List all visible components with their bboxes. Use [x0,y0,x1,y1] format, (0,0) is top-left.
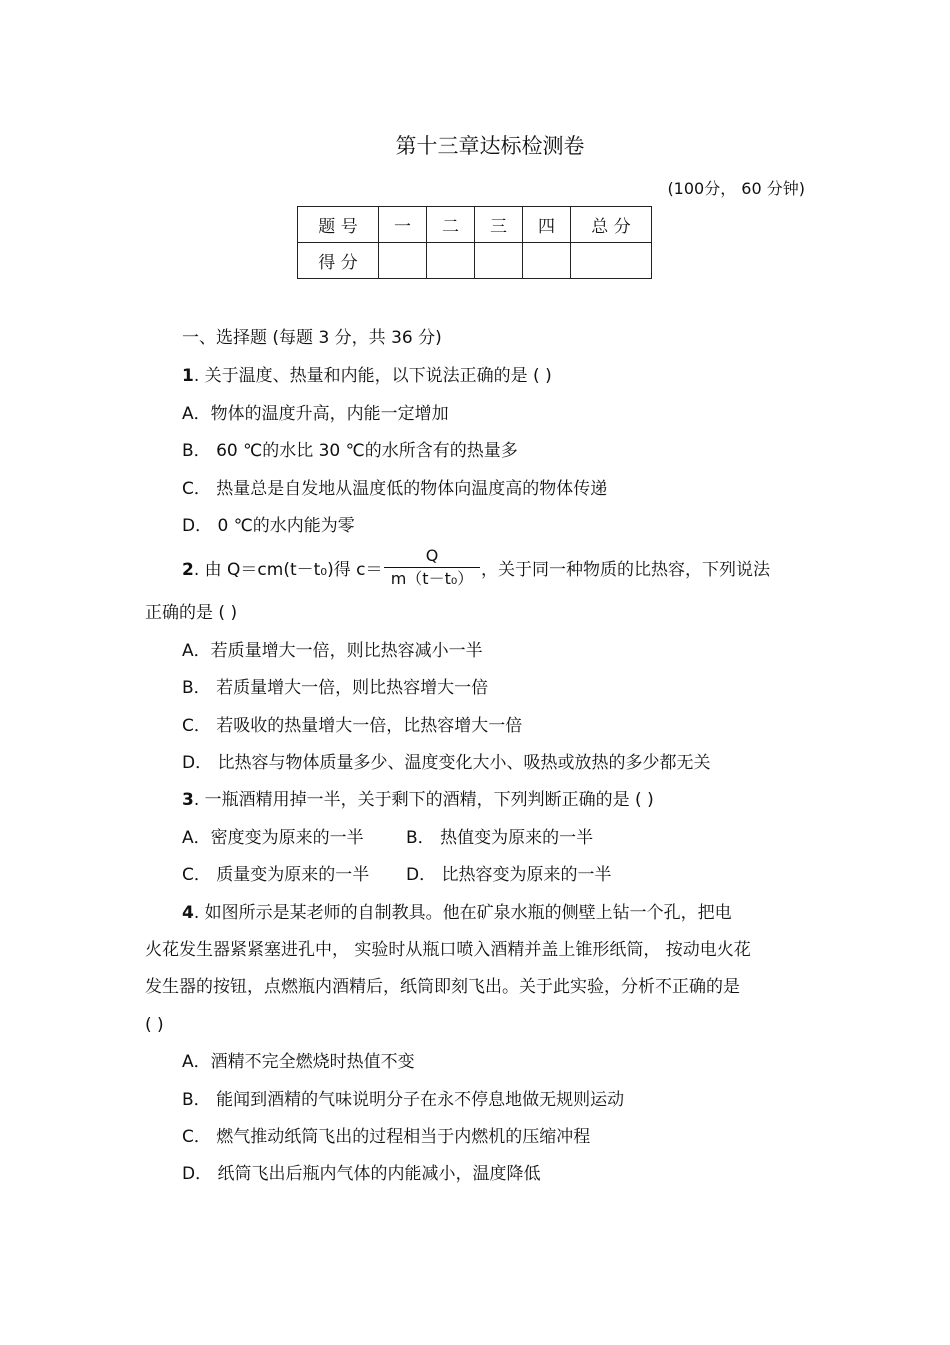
q3-option-a: A．密度变为原来的一半 [182,828,364,848]
q2-option-c: C． 若吸收的热量增大一倍，比热容增大一倍 [182,716,523,736]
question-number: 2 [182,560,194,580]
score-table-score-row [298,243,652,279]
q2-option-d: D． 比热容与物体质量多少、温度变化大小、吸热或放热的多少都无关 [182,753,711,773]
question-stem-part-2: ，关于同一种物质的比热容，下列说法 [481,560,770,580]
score-cell-3 [475,243,523,279]
question-stem-line-4: ( ) [145,1015,164,1035]
q1-option-a: A．物体的温度升高，内能一定增加 [182,404,449,424]
cell-label-score: 得 分 [298,243,379,279]
fraction-numerator: Q [384,545,480,568]
question-stem-line-3: 发生器的按钮，点燃瓶内酒精后，纸筒即刻飞出。关于此实验，分析不正确的是 [145,977,740,997]
score-cell-total [571,243,652,279]
question-4 [182,902,732,924]
q4-option-c: C． 燃气推动纸筒飞出的过程相当于内燃机的压缩冲程 [182,1127,591,1147]
page-title: 第十三章达标检测卷 [395,134,585,158]
question-stem-line-2: 火花发生器紧紧塞进孔中， 实验时从瓶口喷入酒精并盖上锥形纸筒， 按动电火花 [145,940,751,960]
score-table [297,206,652,279]
q3-option-c: C． 质量变为原来的一半 [182,865,370,885]
cell-part-4: 四 [523,207,571,243]
fraction-denominator: m（t－t₀） [390,569,474,588]
question-3 [182,789,654,811]
q1-option-b: B． 60 ℃的水比 30 ℃的水所含有的热量多 [182,441,518,461]
cell-part-3: 三 [475,207,523,243]
cell-part-2: 二 [427,207,475,243]
question-stem-line-1: . 如图所示是某老师的自制教具。他在矿泉水瓶的侧壁上钻一个孔，把电 [193,903,732,923]
question-number: 4 [182,903,194,923]
section-heading: 一、选择题 (每题 3 分，共 36 分) [182,328,442,348]
q2-option-a: A．若质量增大一倍，则比热容减小一半 [182,641,483,661]
question-stem: . 关于温度、热量和内能，以下说法正确的是 ( ) [193,366,552,386]
question-1 [182,365,552,387]
score-cell-1 [379,243,427,279]
question-stem-part-3: 正确的是 ( ) [145,603,238,623]
q4-option-d: D． 纸筒飞出后瓶内气体的内能减小，温度降低 [182,1164,541,1184]
score-cell-4 [523,243,571,279]
cell-label-question: 题 号 [298,207,379,243]
q1-option-c: C． 热量总是自发地从温度低的物体向温度高的物体传递 [182,479,608,499]
question-stem: . 一瓶酒精用掉一半，关于剩下的酒精，下列判断正确的是 ( ) [193,790,654,810]
question-2 [182,559,383,581]
q1-option-d: D． 0 ℃的水内能为零 [182,516,355,536]
cell-total: 总 分 [571,207,652,243]
score-time-info: (100分， 60 分钟) [667,179,805,198]
q3-option-b: B． 热值变为原来的一半 [406,828,594,848]
question-number: 3 [182,790,194,810]
cell-part-1: 一 [379,207,427,243]
score-table-header-row [298,207,652,243]
question-number: 1 [182,366,194,386]
score-cell-2 [427,243,475,279]
q2-option-b: B． 若质量增大一倍，则比热容增大一倍 [182,678,489,698]
q3-option-d: D． 比热容变为原来的一半 [406,865,612,885]
formula-fraction [384,545,480,590]
q4-option-a: A．酒精不完全燃烧时热值不变 [182,1052,415,1072]
question-stem-part-1: . 由 Q＝cm(t－t₀)得 c＝ [193,560,383,580]
q4-option-b: B． 能闻到酒精的气味说明分子在永不停息地做无规则运动 [182,1090,625,1110]
